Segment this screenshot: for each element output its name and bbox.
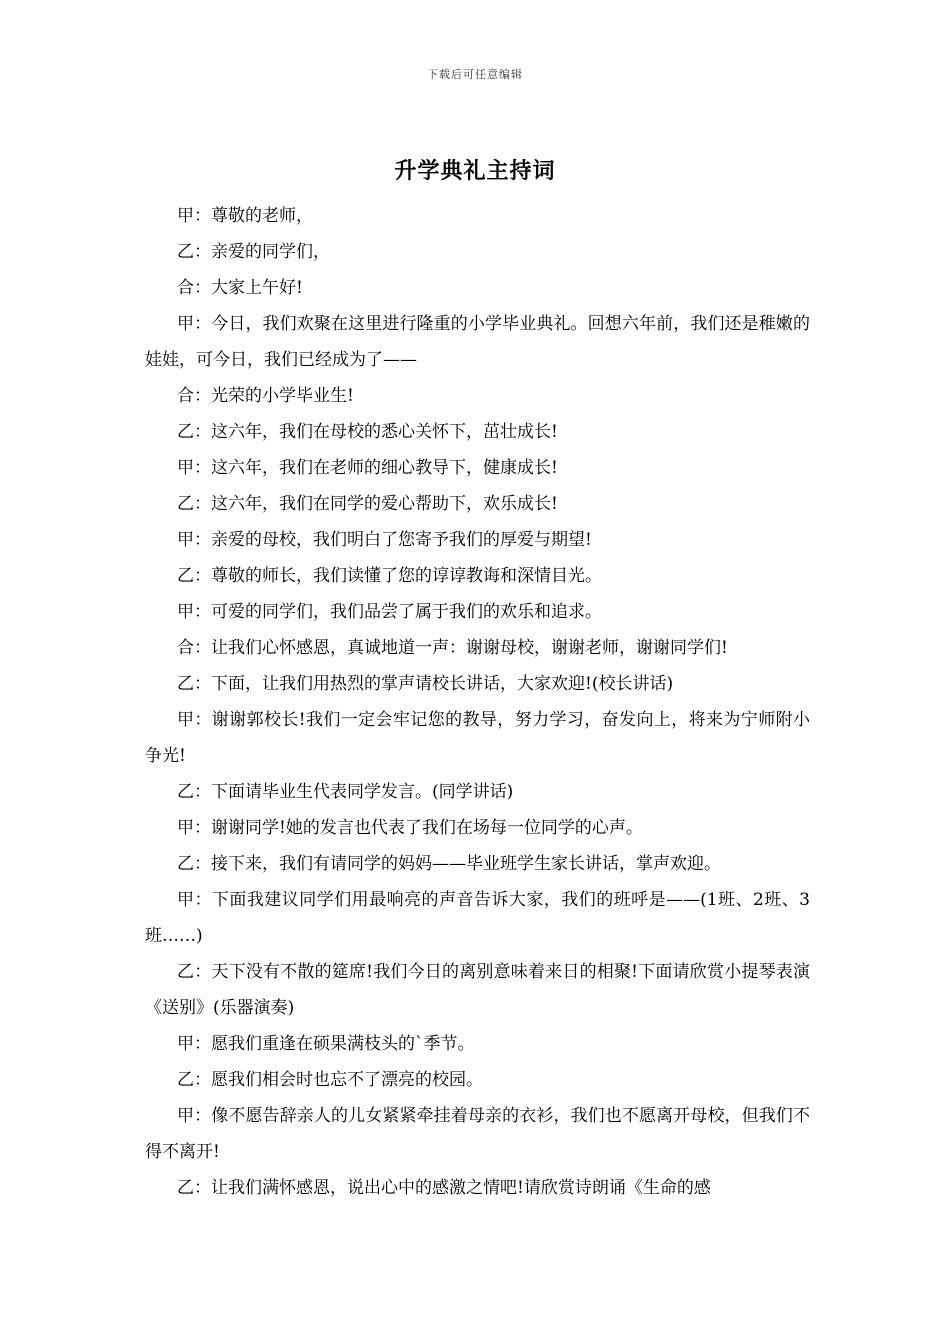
paragraph: 甲：亲爱的母校，我们明白了您寄予我们的厚爱与期望!: [177, 530, 592, 550]
paragraph: 乙：天下没有不散的筵席!我们今日的离别意味着来日的相聚!下面请欣赏小提琴表演《送别》(乐器演奏): [145, 962, 810, 1018]
paragraph: 甲：下面我建议同学们用最响亮的声音告诉大家，我们的班呼是——(1班、2班、3班……): [145, 890, 810, 946]
paragraph: 甲：这六年，我们在老师的细心教导下，健康成长!: [177, 458, 558, 478]
paragraph: 合：光荣的小学毕业生!: [177, 386, 354, 406]
document-body: [145, 198, 810, 1206]
paragraph: 甲：像不愿告辞亲人的儿女紧紧牵挂着母亲的衣衫，我们也不愿离开母校，但我们不得不离开!: [145, 1106, 810, 1162]
paragraph: 乙：亲爱的同学们，: [177, 242, 330, 262]
paragraph: 乙：让我们满怀感恩，说出心中的感激之情吧!请欣赏诗朗诵《生命的感: [177, 1178, 711, 1198]
paragraph: 乙：尊敬的师长，我们读懂了您的谆谆教诲和深情目光。: [177, 566, 602, 586]
paragraph: 乙：下面，让我们用热烈的掌声请校长讲话，大家欢迎!(校长讲话): [177, 674, 674, 694]
paragraph: 乙：下面请毕业生代表同学发言。(同学讲话): [177, 782, 514, 802]
paragraph: 甲：谢谢郭校长!我们一定会牢记您的教导，努力学习，奋发向上，将来为宁师附小争光!: [145, 710, 810, 766]
paragraph: 乙：这六年，我们在同学的爱心帮助下，欢乐成长!: [177, 494, 558, 514]
paragraph: 合：大家上午好!: [177, 278, 303, 298]
paragraph: 乙：接下来，我们有请同学的妈妈——毕业班学生家长讲话，掌声欢迎。: [177, 854, 721, 874]
document-title: 升学典礼主持词: [394, 158, 556, 184]
page-header: 下载后可任意编辑: [427, 68, 523, 81]
paragraph: 乙：愿我们相会时也忘不了漂亮的校园。: [177, 1070, 483, 1090]
paragraph: 甲：愿我们重逢在硕果满枝头的`季节。: [177, 1034, 475, 1054]
paragraph: 乙：这六年，我们在母校的悉心关怀下，茁壮成长!: [177, 422, 558, 442]
paragraph: 甲：尊敬的老师，: [177, 206, 313, 226]
paragraph: 合：让我们心怀感恩，真诚地道一声：谢谢母校，谢谢老师，谢谢同学们!: [177, 638, 728, 658]
paragraph: 甲：今日，我们欢聚在这里进行隆重的小学毕业典礼。回想六年前，我们还是稚嫩的娃娃，可今日，我们已经成为了——: [145, 314, 810, 370]
paragraph: 甲：可爱的同学们，我们品尝了属于我们的欢乐和追求。: [177, 602, 602, 622]
paragraph: 甲：谢谢同学!她的发言也代表了我们在场每一位同学的心声。: [177, 818, 643, 838]
